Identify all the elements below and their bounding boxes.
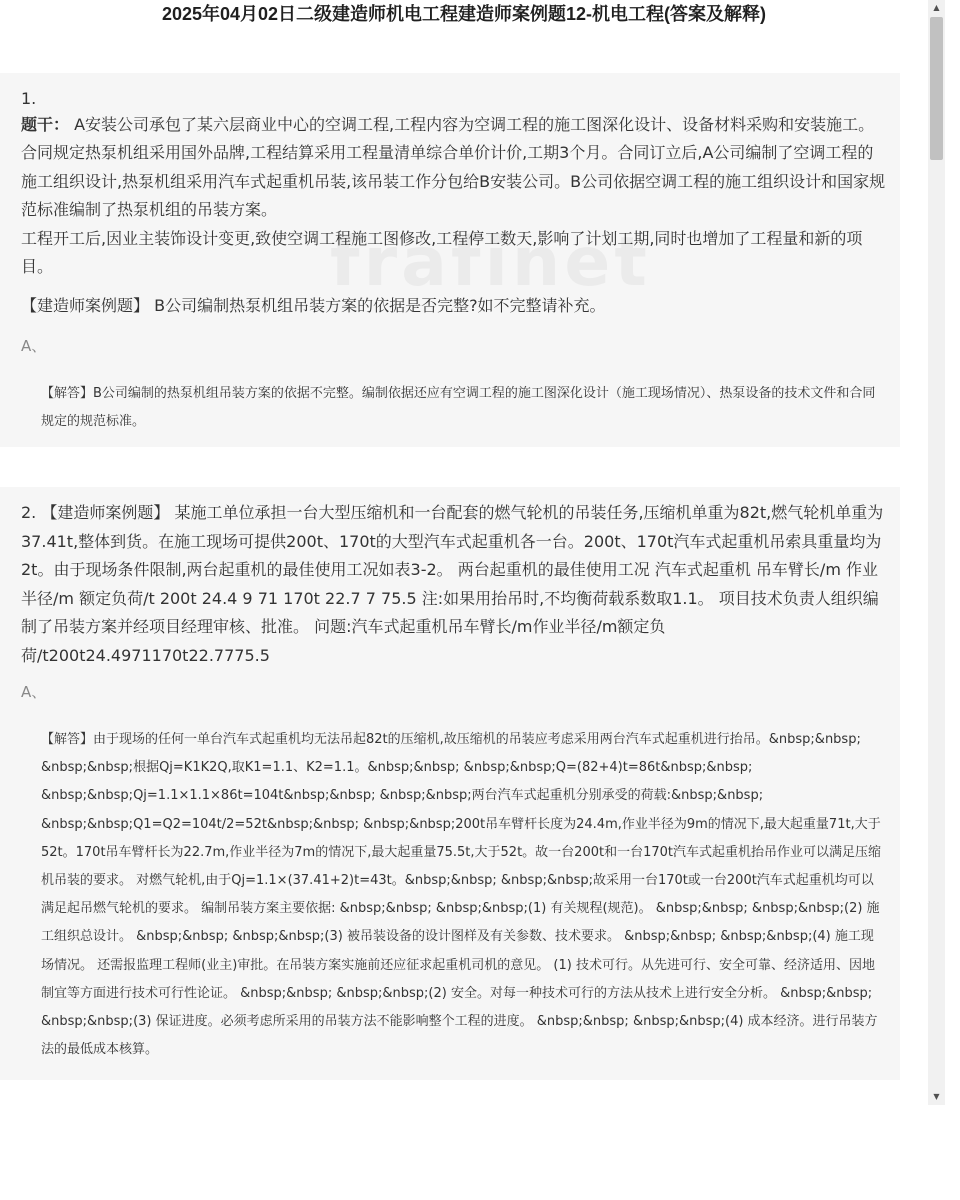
question-card-1 <box>0 73 900 447</box>
question-stem <box>21 499 886 670</box>
answer-explanation: 【解答】由于现场的任何一单台汽车式起重机均无法吊起82t的压缩机,故压缩机的吊装应考虑采用两台汽车式起重机进行抬吊。&nbsp;&nbsp; &nbsp;&nbsp;根据Qj=K1K2Q,取K1=1.1、K2=1.1。&nbsp;&nbsp; &nbsp;&nbsp;Q=(82+4)t=86t&nbsp;&nbsp; &nbsp;&nbsp;Qj=1.1×1.1×86t=104t&nbsp;&nbsp; &nbsp;&nbsp;两台汽车式起重机分别承受的荷载:&nbsp;&nbsp; &nbsp;&nbsp;Q1=Q2=104t/2=52t&nbsp;&nbsp; &nbsp;&nbsp;200t吊车臂杆长度为24.4m,作业半径为9m的情况下,最大起重量71t,大于52t。170t吊车臂杆长为22.7m,作业半径为7m的情况下,最大起重量75.5t,大于52t。故一台200t和一台170t汽车式起重机抬吊作业可以满足压缩机吊装的要求。 对燃气轮机,由于Qj=1.1×(37.41+2)t=43t。&nbsp;&nbsp; &nbsp;&nbsp;故采用一台170t或一台200t汽车式起重机均可以满足起吊燃气轮机的要求。 编制吊装方案主要依据: &nbsp;&nbsp; &nbsp;&nbsp;(1) 有关规程(规范)。 &nbsp;&nbsp; &nbsp;&nbsp;(2) 施工组织总设计。 &nbsp;&nbsp; &nbsp;&nbsp;(3) 被吊装设备的设计图样及有关参数、技术要求。 &nbsp;&nbsp; &nbsp;&nbsp;(4) 施工现场情况。 还需报监理工程师(业主)审批。在吊装方案实施前还应征求起重机司机的意见。 (1) 技术可行。从先进可行、安全可靠、经济适用、因地制宜等方面进行技术可行性论证。 &nbsp;&nbsp; &nbsp;&nbsp;(2) 安全。对每一种技术可行的方法从技术上进行安全分析。 &nbsp;&nbsp; &nbsp;&nbsp;(3) 保证进度。必须考虑所采用的吊装方法不能影响整个工程的进度。 &nbsp;&nbsp; &nbsp;&nbsp;(4) 成本经济。进行吊装方法的最低成本核算。 <box>41 732 881 1058</box>
stem-text-continued: 工程开工后,因业主装饰设计变更,致使空调工程施工图修改,工程停工数天,影响了计划工期,同时也增加了工程量和新的项目。 <box>21 228 863 276</box>
stem-text: 【建造师案例题】 某施工单位承担一台大型压缩机和一台配套的燃气轮机的吊装任务,压缩机单重为82t,燃气轮机单重为37.41t,整体到货。在施工现场可提供200t、170t的大型汽车式起重机各一台。200t、170t汽车式起重机吊索具重量均为2t。由于现场条件限制,两台起重机的最佳使用工况如表3-2。 两台起重机的最佳使用工况 汽车式起重机 吊车臂长/m 作业半径/m 额定负荷/t 200t 24.4 9 71 170t 22.7 7 75.5 注:如果用抬吊时,不均衡荷载系数取1.1。 项目技术负责人组织编制了吊装方案并经项目经理审核、批准。 问题:汽车式起重机吊车臂长/m作业半径/m额定负荷/t200t24.4971170t22.7775.5 <box>21 503 884 665</box>
stem-text: A安装公司承包了某六层商业中心的空调工程,工程内容为空调工程的施工图深化设计、设备材料采购和安装施工。合同规定热泵机组采用国外品牌,工程结算采用工程量清单综合单价计价,工期3个月。合同订立后,A公司编制了空调工程的施工组织设计,热泵机组采用汽车式起重机吊装,该吊装工作分包给B安装公司。B公司依据空调工程的施工组织设计和国家规范标准编制了热泵机组的吊装方案。 <box>21 114 886 219</box>
page-title: 2025年04月02日二级建造师机电工程建造师案例题12-机电工程(答案及解释) <box>161 4 767 24</box>
stem-label: 题干： <box>21 114 70 134</box>
answer-option[interactable]: A、 <box>21 337 47 355</box>
scroll-up-icon[interactable]: ▲ <box>933 3 940 12</box>
answer-option[interactable]: A、 <box>21 683 47 701</box>
vertical-scrollbar[interactable] <box>928 0 945 1105</box>
scroll-down-icon[interactable]: ▼ <box>933 1092 940 1101</box>
question-number: 2. <box>21 503 37 522</box>
question-card-2 <box>0 487 900 1080</box>
scroll-thumb[interactable] <box>930 17 943 160</box>
question-stem <box>21 111 886 282</box>
answer-explanation: 【解答】B公司编制的热泵机组吊装方案的依据不完整。编制依据还应有空调工程的施工图深化设计（施工现场情况）、热泵设备的技术文件和合同规定的规范标准。 <box>41 386 876 430</box>
case-question: 【建造师案例题】 B公司编制热泵机组吊装方案的依据是否完整?如不完整请补充。 <box>21 295 606 315</box>
question-number: 1. <box>21 89 37 108</box>
